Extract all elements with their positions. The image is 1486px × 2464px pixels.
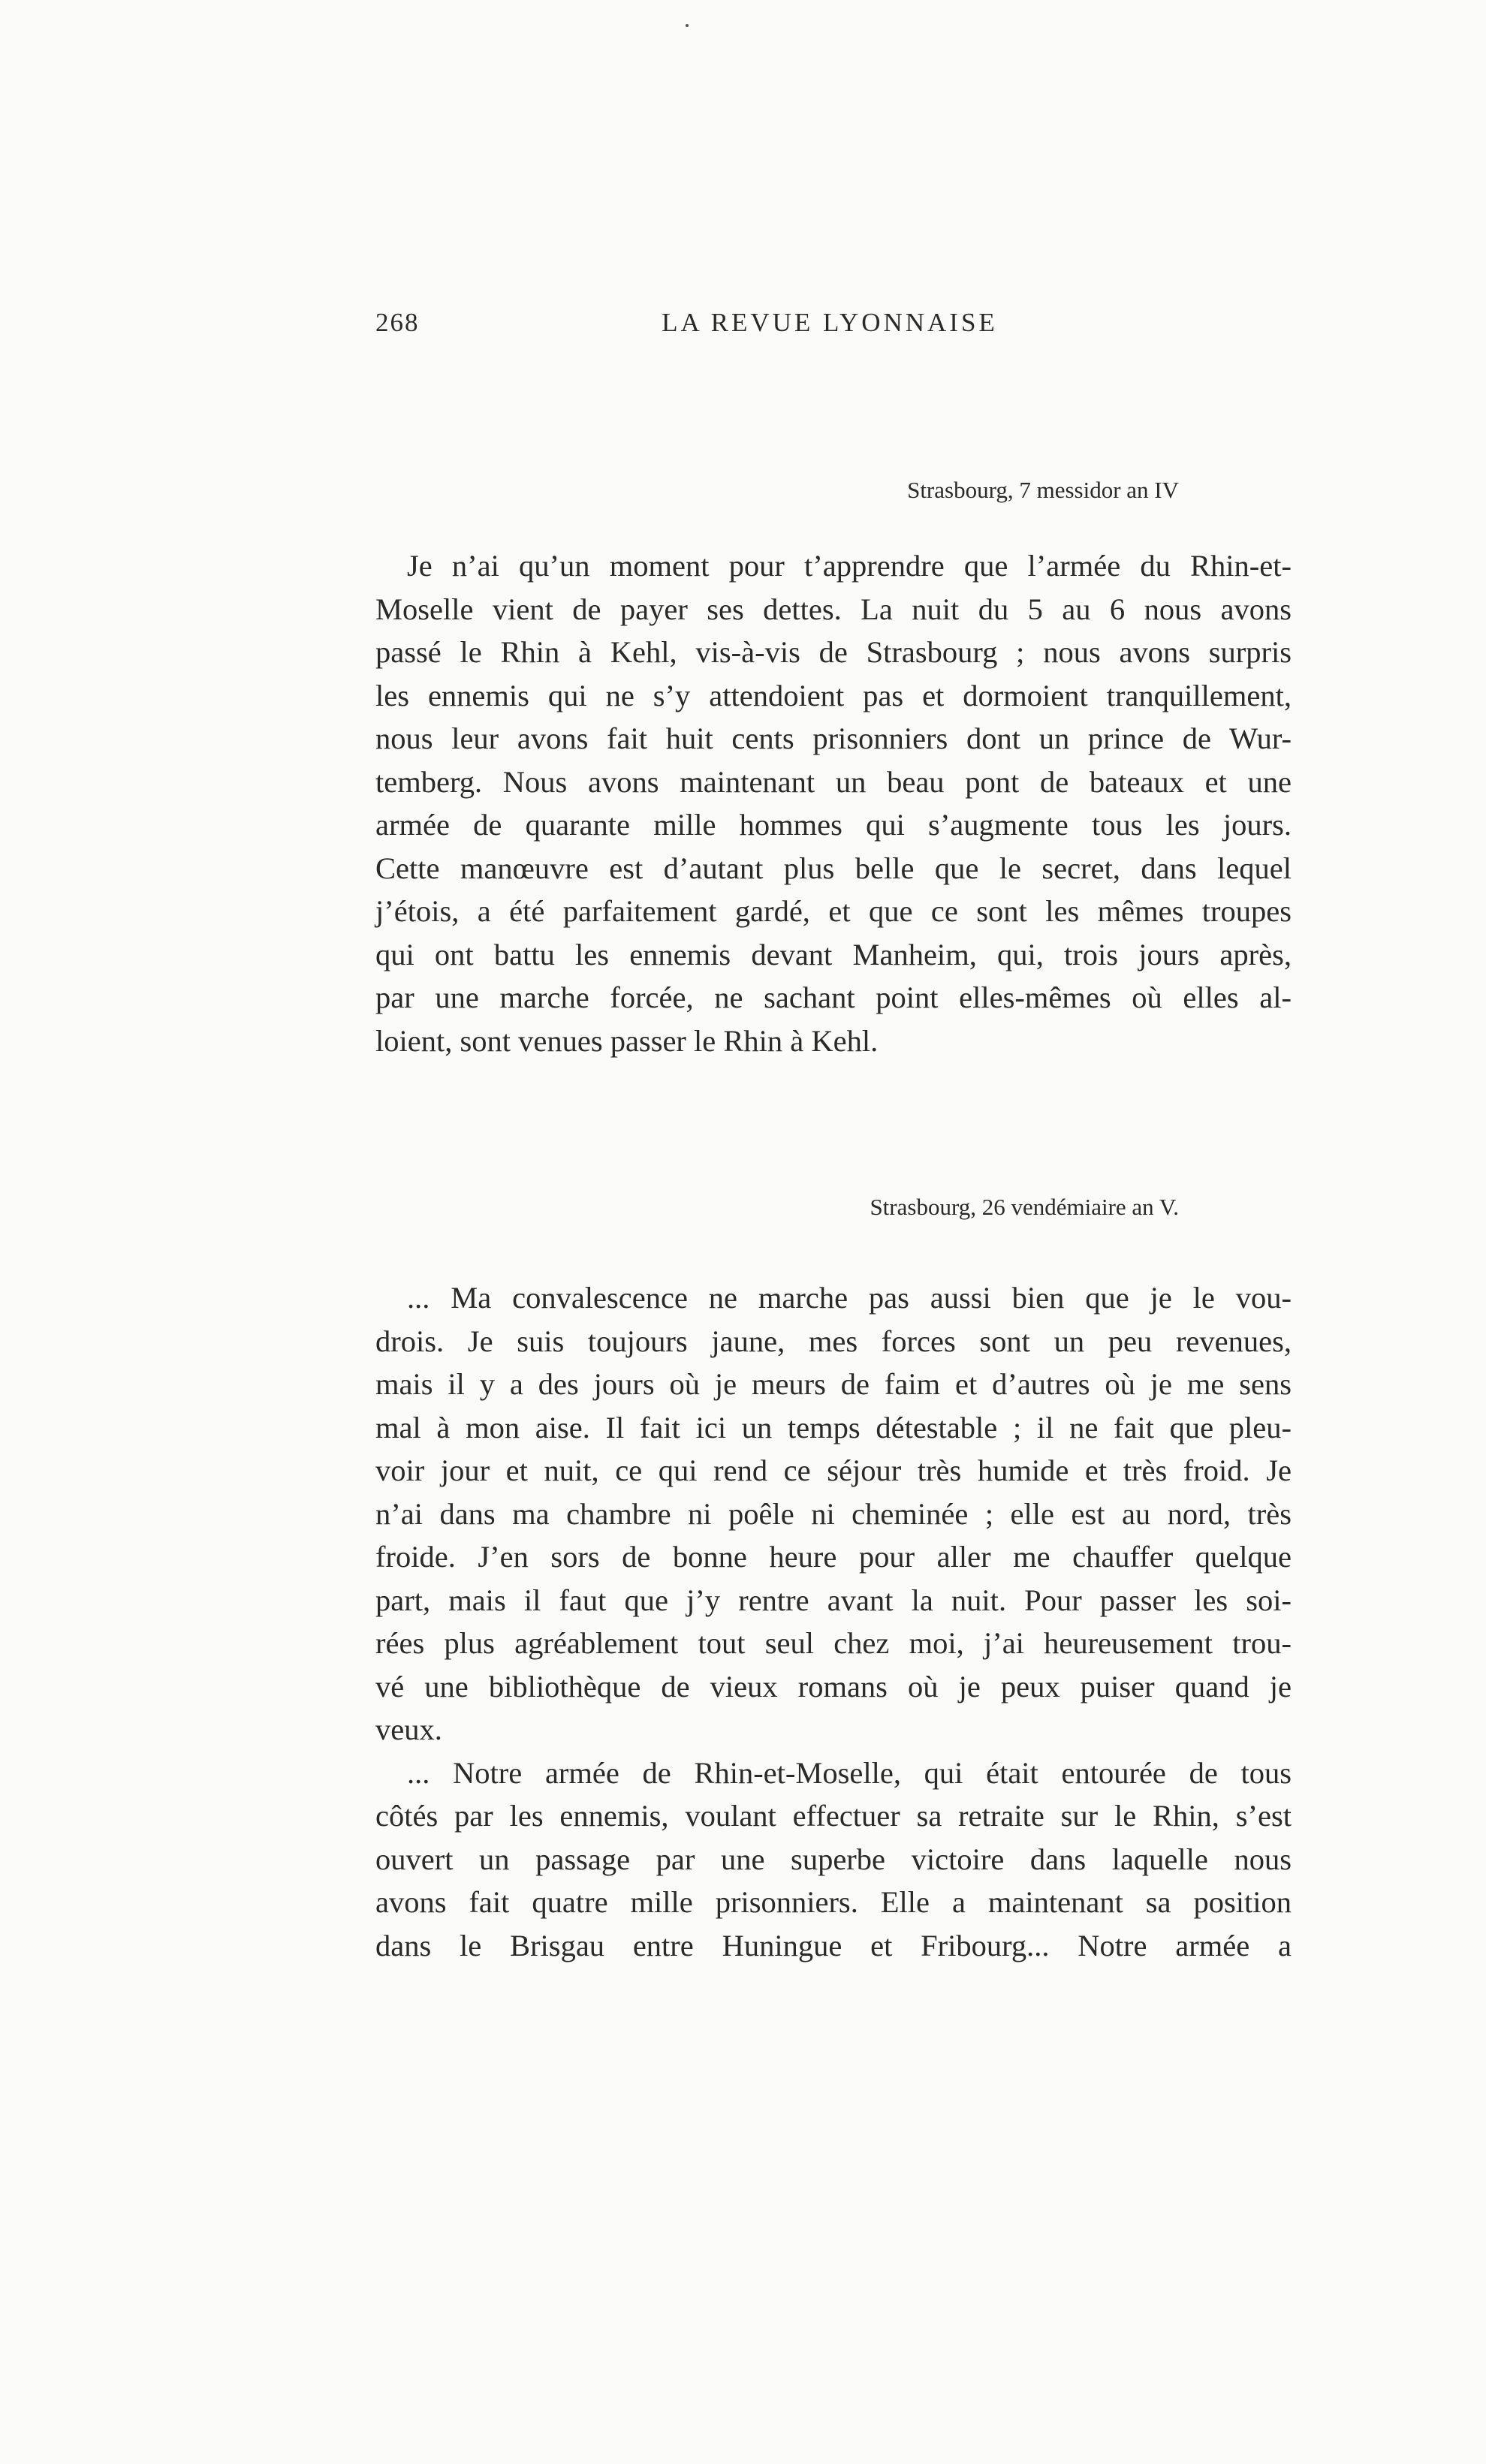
text-line: voir jour et nuit, ce qui rend ce séjour très humide et très froid. Je	[375, 1453, 1292, 1487]
text-line: n’ai dans ma chambre ni poêle ni cheminée ; elle est au nord, très	[375, 1496, 1292, 1531]
paragraph	[375, 1276, 1292, 1752]
text-line: nous leur avons fait huit cents prisonniers dont un prince de Wur-	[375, 721, 1292, 755]
journal-title: LA REVUE LYONNAISE	[662, 308, 998, 337]
text-line: par une marche forcée, ne sachant point elles-mêmes où elles al-	[375, 980, 1292, 1014]
paragraph	[375, 1752, 1292, 1968]
text-line: côtés par les ennemis, voulant effectuer sa retraite sur le Rhin, s’est	[375, 1799, 1292, 1833]
text-line: drois. Je suis toujours jaune, mes forces sont un peu revenues,	[375, 1324, 1292, 1358]
paragraph	[375, 544, 1292, 1062]
text-line: veux.	[375, 1712, 442, 1746]
letter-2-body	[375, 1276, 1292, 1967]
text-line: rées plus agréablement tout seul chez moi, j’ai heureusement trou-	[375, 1626, 1292, 1660]
text-line: loient, sont venues passer le Rhin à Kehl.	[375, 1023, 879, 1058]
text-line: avons fait quatre mille prisonniers. Elle a maintenant sa position	[375, 1885, 1292, 1919]
text-line: qui ont battu les ennemis devant Manheim, qui, trois jours après,	[375, 937, 1292, 971]
text-line: Je n’ai qu’un moment pour t’apprendre que l’armée du Rhin-et-	[407, 549, 1292, 583]
text-line: dans le Brisgau entre Huningue et Fribourg... Notre armée a	[375, 1928, 1292, 1962]
text-line: les ennemis qui ne s’y attendoient pas et dormoient tranquillement,	[375, 678, 1292, 712]
text-line: temberg. Nous avons maintenant un beau pont de bateaux et une	[375, 764, 1292, 799]
text-line: mais il y a des jours où je meurs de faim et d’autres où je me sens	[375, 1367, 1292, 1401]
text-line: part, mais il faut que j’y rentre avant la nuit. Pour passer les soi-	[375, 1583, 1292, 1617]
running-head	[375, 308, 1284, 353]
text-line: ... Ma convalescence ne marche pas aussi bien que je le vou-	[407, 1281, 1292, 1315]
letter-1-dateline: Strasbourg, 7 messidor an IV	[907, 477, 1179, 503]
text-line: Cette manœuvre est d’autant plus belle que le secret, dans lequel	[375, 851, 1292, 885]
text-line: ouvert un passage par une superbe victoire dans laquelle nous	[375, 1842, 1292, 1876]
paper-speck	[686, 24, 689, 27]
text-line: vé une bibliothèque de vieux romans où je peux puiser quand je	[375, 1669, 1292, 1703]
text-line: froide. J’en sors de bonne heure pour aller me chauffer quelque	[375, 1540, 1292, 1574]
text-line: armée de quarante mille hommes qui s’augmente tous les jours.	[375, 808, 1292, 842]
letter-1-body	[375, 544, 1292, 1062]
page-number: 268	[375, 308, 420, 337]
text-line: j’étois, a été parfaitement gardé, et que ce sont les mêmes troupes	[375, 894, 1292, 928]
text-line: Moselle vient de payer ses dettes. La nuit du 5 au 6 nous avons	[375, 592, 1292, 626]
text-line: mal à mon aise. Il fait ici un temps détestable ; il ne fait que pleu-	[375, 1410, 1292, 1444]
text-line: passé le Rhin à Kehl, vis-à-vis de Strasbourg ; nous avons surpris	[375, 635, 1292, 669]
letter-2-dateline: Strasbourg, 26 vendémiaire an V.	[870, 1194, 1179, 1220]
text-line: ... Notre armée de Rhin-et-Moselle, qui était entourée de tous	[407, 1755, 1292, 1790]
